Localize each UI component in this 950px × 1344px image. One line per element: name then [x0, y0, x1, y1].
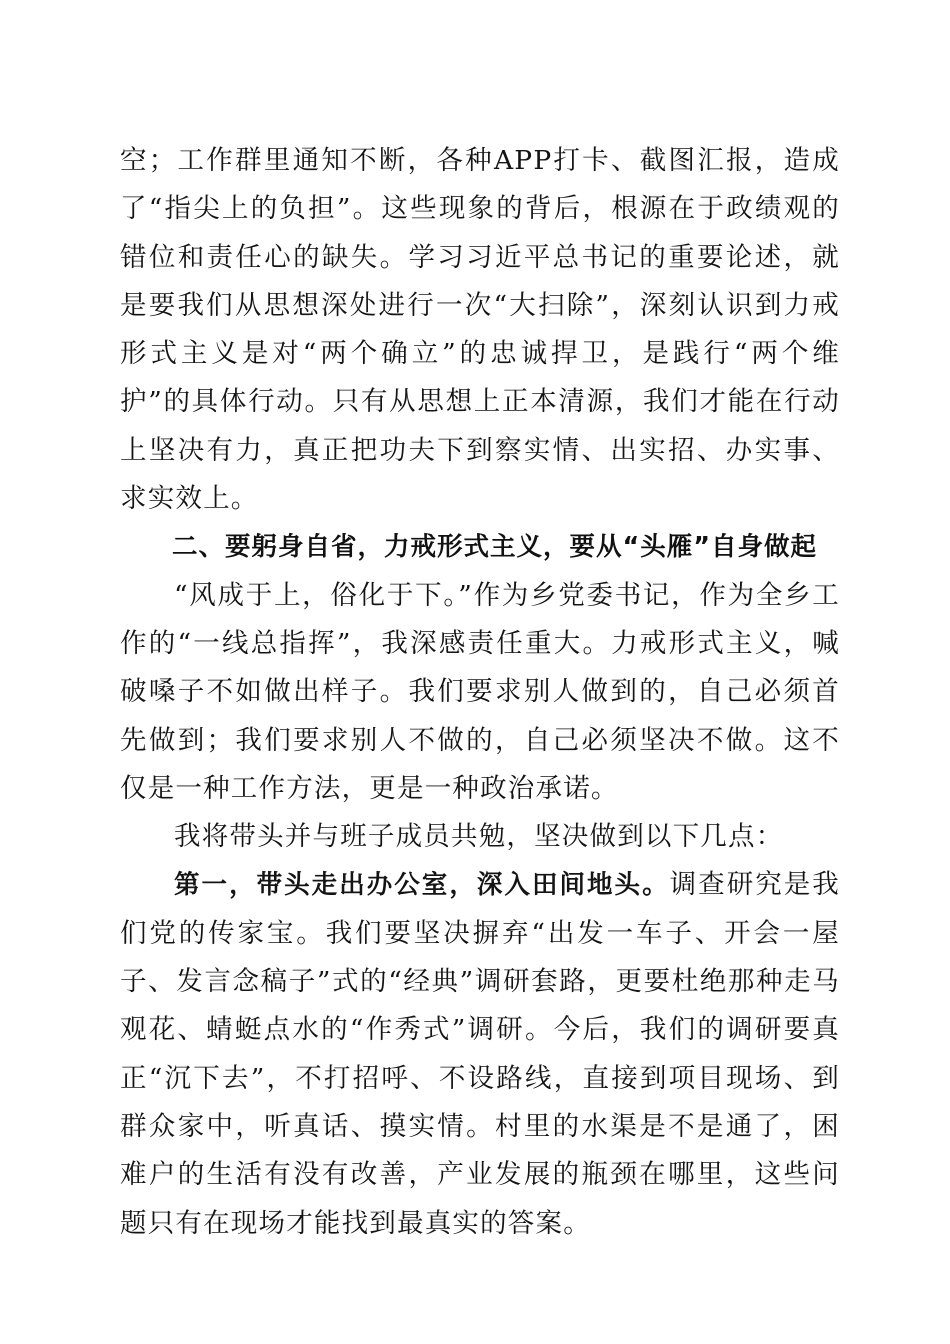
- paragraph-point-one: [120, 861, 840, 1247]
- document-body: [120, 137, 840, 1248]
- paragraph-commitment-intro: 我将带头并与班子成员共勉，坚决做到以下几点：: [174, 821, 784, 853]
- point-one-lead: 第一，带头走出办公室，深入田间地头。: [174, 870, 670, 901]
- paragraph-continuation: 空；工作群里通知不断，各种APP打卡、截图汇报，造成了“指尖上的负担”。这些现象的背后，根源在于政绩观的错位和责任心的缺失。学习习近平总书记的重要论述，就是要我们从思想深处进行一次“大扫除”，深刻认识到力戒形式主义是对“两个确立”的忠诚捍卫，是践行“两个维护”的具体行动。只有从思想上正本清源，我们才能在行动上坚决有力，真正把功夫下到察实情、出实招、办实事、求实效上。: [120, 145, 840, 515]
- paragraph-leadership-example: “风成于上，俗化于下。”作为乡党委书记，作为全乡工作的“一线总指挥”，我深感责任重大。力戒形式主义，喊破嗓子不如做出样子。我们要求别人做到的，自己必须首先做到；我们要求别人不做的，自己必须坚决不做。这不仅是一种工作方法，更是一种政治承诺。: [120, 579, 840, 804]
- point-one-body: 调查研究是我们党的传家宝。我们要坚决摒弃“出发一车子、开会一屋子、发言念稿子”式的“经典”调研套路，更要杜绝那种走马观花、蜻蜓点水的“作秀式”调研。今后，我们的调研要真正“沉下去”，不打招呼、不设路线，直接到项目现场、到群众家中，听真话、摸实情。村里的水渠是不是通了，困难户的生活有没有改善，产业发展的瓶颈在哪里，这些问题只有在现场才能找到最真实的答案。: [120, 869, 840, 1239]
- section-heading-2: 二、要躬身自省，力戒形式主义，要从“头雁”自身做起: [172, 532, 818, 563]
